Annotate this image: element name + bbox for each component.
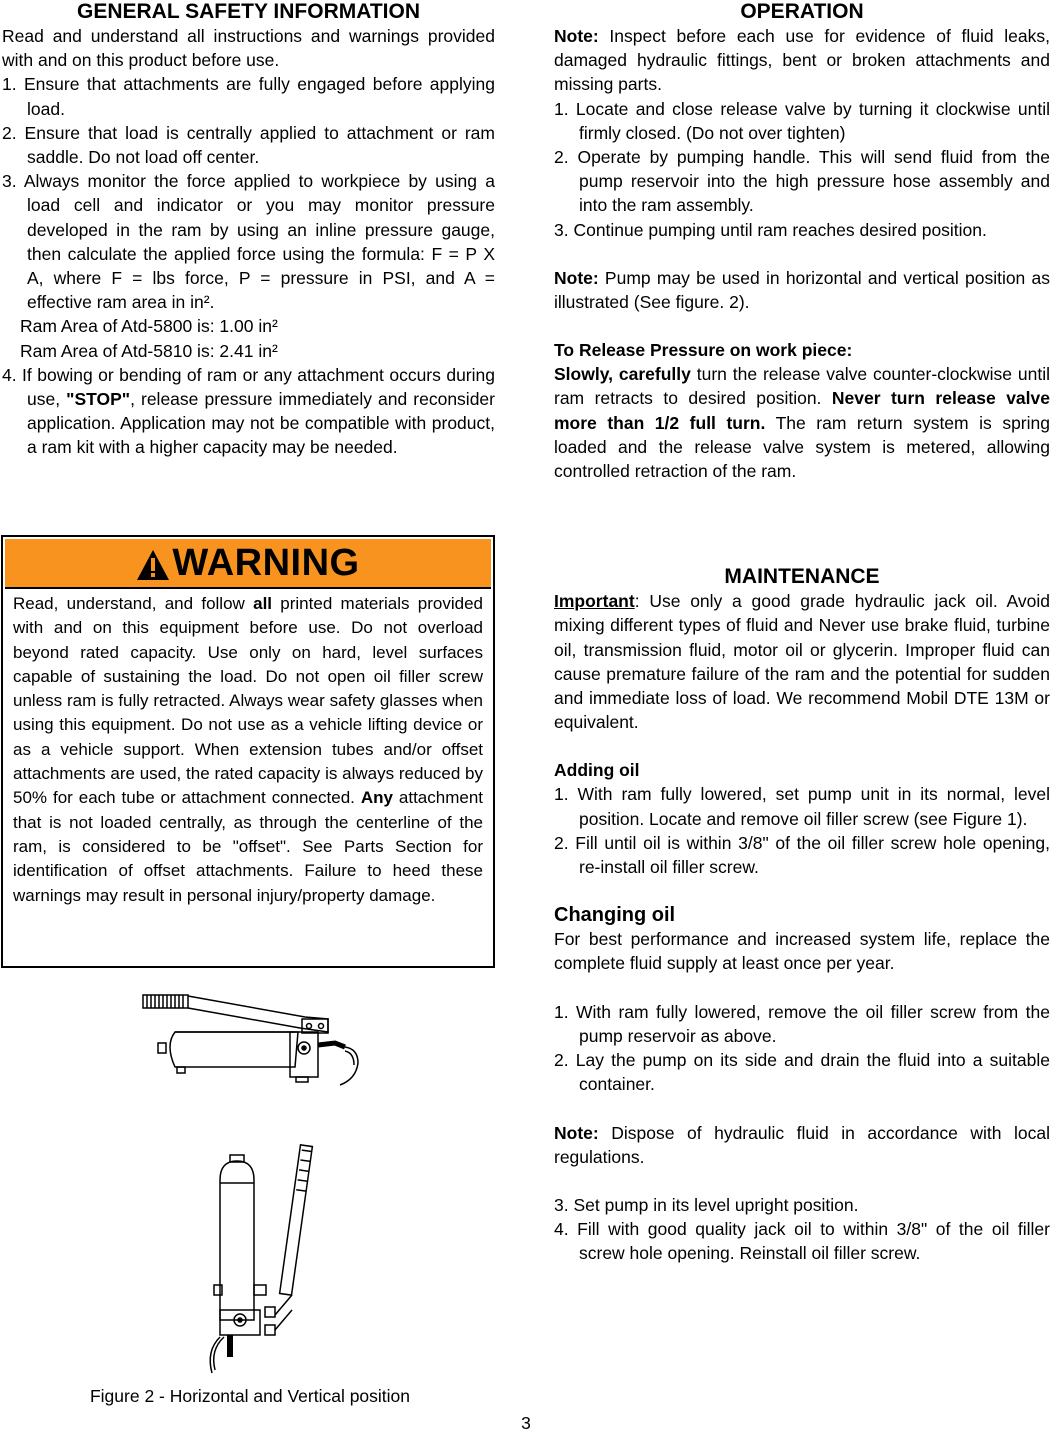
maintenance-title: MAINTENANCE <box>724 565 880 589</box>
adding-oil-heading: Adding oil <box>554 760 640 781</box>
safety-item-3: 3. Always monitor the force applied to workpiece by using a load cell and indicator or you may monitor pressure developed in the ram by using an inline pressure gauge, then calculate the applied force using the formula: F = P X A, where F = lbs force, P = pressure in PSI, and A = effective ram area in in². <box>2 171 495 313</box>
warning-text: Read, understand, and follow all printed materials provided with and on this equipment before use. Do not overload beyond rated capacity. Use only on hard, level surfaces capable of sustaining the load. Do not open oil filler screw unless ram is fully retracted. Always wear safety glasses when using this equipment. Do not use as a vehicle lifting device or as a vehicle support. When extension tubes and/or offset attachments are used, the rated capacity is always reduced by 50% for each tube or attachment connected. Any attachment that is not loaded centrally, as through the centerline of the ram, is considered to be "offset". See Parts Section for identification of offset attachments. Failure to heed these warnings may result in personal injury/property damage. <box>13 594 484 905</box>
safety-item-4: 4. If bowing or bending of ram or any attachment occurs during use, "STOP", release pressure immediately and reconsider application. Application may not be compatible with product, a ram kit with a higher capacity may be needed. <box>2 364 495 458</box>
warning-header <box>5 539 491 589</box>
pump-figure <box>120 985 460 1385</box>
changing-step-4: 4. Fill with good quality jack oil to within 3/8" of the oil filler screw hole opening. Reinstall oil filler screw. <box>554 1219 1050 1264</box>
safety-item-2: 2. Ensure that load is centrally applied to attachment or ram saddle. Do not load off center. <box>2 122 495 168</box>
warning-triangle-icon <box>136 549 170 581</box>
operation-note: Note: Inspect before each use for evidence of fluid leaks, damaged hydraulic fittings, bent or broken attachments and missing parts. <box>554 26 1050 95</box>
safety-intro: Read and understand all instructions and warnings provided with and on this product before use. <box>2 26 495 71</box>
changing-step-1: 1. With ram fully lowered, remove the oil filler screw from the pump reservoir as above. <box>554 1001 1050 1046</box>
stop-emphasis: "STOP" <box>66 389 131 410</box>
safety-item-1: 1. Ensure that attachments are fully engaged before applying load. <box>2 74 495 119</box>
left-column <box>2 0 495 460</box>
operation-step-2: 2. Operate by pumping handle. This will send fluid from the pump reservoir into the high pressure hose assembly and into the ram assembly. <box>554 147 1050 216</box>
operation-title: OPERATION <box>740 0 864 23</box>
page-number: 3 <box>521 1413 531 1433</box>
horizontal-pump-drawing <box>143 995 358 1085</box>
ram-area-5810: Ram Area of Atd-5810 is: 2.41 in² <box>20 340 278 361</box>
warning-title: WARNING <box>172 542 360 584</box>
maintenance-important: Important: Use only a good grade hydraulic jack oil. Avoid mixing different types of fluid and Never use brake fluid, turbine oil, transmission fluid, motor oil or glycerin. Improper fluid can cause premature failure of the ram and the potential for sudden and immediate loss of load. We recommend Mobil DTE 13M or equivalent. <box>554 591 1050 733</box>
changing-step-3: 3. Set pump in its level upright position. <box>554 1194 859 1215</box>
figure-caption: Figure 2 - Horizontal and Vertical position <box>89 1386 411 1406</box>
ram-area-5800: Ram Area of Atd-5800 is: 1.00 in² <box>20 316 278 337</box>
disposal-note: Note: Dispose of hydraulic fluid in accordance with local regulations. <box>554 1122 1050 1167</box>
changing-step-2: 2. Lay the pump on its side and drain the fluid into a suitable container. <box>554 1050 1050 1095</box>
operation-step-3: 3. Continue pumping until ram reaches desired position. <box>554 219 987 240</box>
release-heading: To Release Pressure on work piece: <box>554 340 853 361</box>
adding-step-2: 2. Fill until oil is within 3/8" of the oil filler screw hole opening, re-install oil filler screw. <box>554 832 1050 878</box>
vertical-pump-drawing <box>210 1145 312 1373</box>
warning-box <box>1 535 495 968</box>
safety-title: GENERAL SAFETY INFORMATION <box>76 0 420 23</box>
operation-step-1: 1. Locate and close release valve by turning it clockwise until firmly closed. (Do not over tighten) <box>554 98 1050 143</box>
changing-oil-heading: Changing oil <box>554 904 676 927</box>
operation-note-2: Note: Pump may be used in horizontal and vertical position as illustrated (See figure. 2). <box>554 267 1050 313</box>
right-column <box>554 0 1050 1266</box>
release-text: Slowly, carefully turn the release valve counter-clockwise until ram retracts to desired position. Never turn release valve more than 1/2 full turn. The ram return system is spring loaded and the release valve system is metered, allowing controlled retraction of the ram. <box>554 364 1050 482</box>
adding-step-1: 1. With ram fully lowered, set pump unit in its normal, level position. Locate and remove oil filler screw (see Figure 1). <box>554 784 1050 829</box>
changing-intro: For best performance and increased system life, replace the complete fluid supply at least once per year. <box>554 929 1050 974</box>
